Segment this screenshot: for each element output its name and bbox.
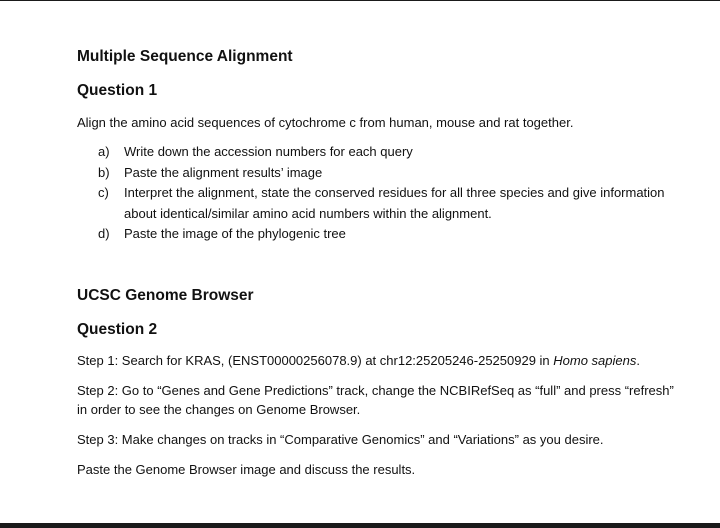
task-marker: b) xyxy=(98,164,110,180)
species-name: Homo sapiens xyxy=(553,352,637,368)
step-3-text: Step 3: Make changes on tracks in “Comparative Genomics” and “Variations” as you desire. xyxy=(77,431,604,447)
task-marker: a) xyxy=(98,144,110,159)
closing-instruction: Paste the Genome Browser image and discuss the results. xyxy=(77,461,416,477)
task-text: Interpret the alignment, state the conserved residues for all three species and give information about identical/similar amino acid numbers within the alignment. xyxy=(124,185,665,221)
section-title-ucsc: UCSC Genome Browser xyxy=(77,286,254,304)
question-1-task-list xyxy=(77,142,687,245)
task-text: Paste the image of the phylogenic tree xyxy=(124,226,346,241)
step-1-main: Step 1: Search for KRAS, (ENST00000256078.9) at chr12:25205246-25250929 in xyxy=(77,352,554,368)
document-content xyxy=(77,45,687,479)
step-1-end: . xyxy=(636,352,640,368)
section-title-msa: Multiple Sequence Alignment xyxy=(77,48,293,65)
task-item-c xyxy=(77,183,687,224)
task-marker: c) xyxy=(98,185,109,200)
question-1-title: Question 1 xyxy=(77,82,158,99)
task-item-a xyxy=(77,142,687,163)
task-item-b xyxy=(77,163,687,184)
question-2-title: Question 2 xyxy=(77,320,158,338)
task-text: Write down the accession numbers for each query xyxy=(124,144,413,159)
task-marker: d) xyxy=(98,226,110,241)
task-text: Paste the alignment results’ image xyxy=(124,164,323,180)
step-2-text: Step 2: Go to “Genes and Gene Predictions” track, change the NCBIRefSeq as “full” and press “refresh” in order to see the changes on Genome Browser. xyxy=(77,382,674,417)
bottom-border xyxy=(0,523,720,528)
question-1-intro: Align the amino acid sequences of cytochrome c from human, mouse and rat together. xyxy=(77,115,574,130)
step-1-text xyxy=(77,351,687,370)
task-item-d xyxy=(77,224,687,245)
